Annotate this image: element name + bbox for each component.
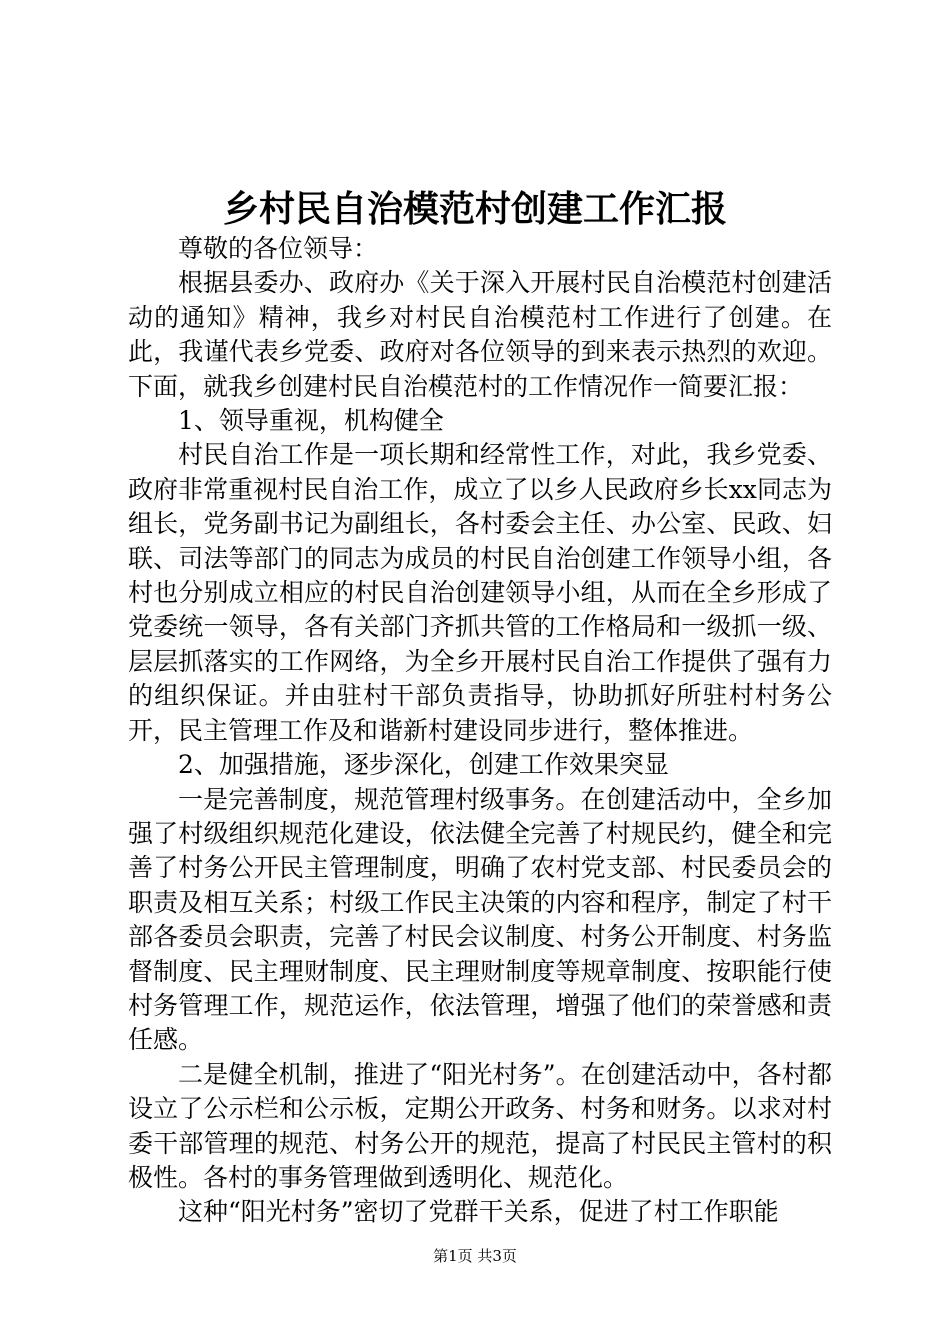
document-title: 乡村民自治模范村创建工作汇报 <box>222 188 727 230</box>
intro-paragraph: 根据县委办、政府办《关于深入开展村民自治模范村创建活动的通知》精神，我乡对村民自治模范村工作进行了创建。在此，我谨代表乡党委、政府对各位领导的到来表示热烈的欢迎。下面，就我乡创建村民自治模范村的工作情况作一简要汇报： <box>128 268 832 401</box>
salutation-paragraph: 尊敬的各位领导： <box>178 234 379 263</box>
document-body <box>128 232 832 1230</box>
page-number-footer: 第1页 共3页 <box>433 1247 517 1265</box>
section-heading-2: 2、加强措施，逐步深化，创建工作效果突显 <box>178 750 669 780</box>
section-2-paragraph-2: 二是健全机制，推进了“阳光村务”。在创建活动中，各村都设立了公示栏和公示板，定期公开政务、村务和财务。以求对村委干部管理的规范、村务公开的规范，提高了村民民主管村的积极性。各村的事务管理做到透明化、规范化。 <box>128 1059 832 1192</box>
section-2-paragraph-3: 这种“阳光村务”密切了党群干关系，促进了村工作职能 <box>178 1197 779 1227</box>
section-2-paragraph-1: 一是完善制度，规范管理村级事务。在创建活动中，全乡加强了村级组织规范化建设，依法健全完善了村规民约，健全和完善了村务公开民主管理制度，明确了农村党支部、村民委员会的职责及相互关系；村级工作民主决策的内容和程序，制定了村干部各委员会职责，完善了村民会议制度、村务公开制度、村务监督制度、民主理财制度、民主理财制度等规章制度、按职能行使村务管理工作，规范运作，依法管理，增强了他们的荣誉感和责任感。 <box>128 784 832 1055</box>
section-1-paragraph: 村民自治工作是一项长期和经常性工作，对此，我乡党委、政府非常重视村民自治工作，成立了以乡人民政府乡长xx同志为组长，党务副书记为副组长，各村委会主任、办公室、民政、妇联、司法等部门的同志为成员的村民自治创建工作领导小组，各村也分别成立相应的村民自治创建领导小组，从而在全乡形成了党委统一领导，各有关部门齐抓共管的工作格局和一级抓一级、层层抓落实的工作网络，为全乡开展村民自治工作提供了强有力的组织保证。并由驻村干部负责指导，协助抓好所驻村村务公开，民主管理工作及和谐新村建设同步进行，整体推进。 <box>128 440 832 745</box>
section-heading-1: 1、领导重视，机构健全 <box>178 406 444 436</box>
